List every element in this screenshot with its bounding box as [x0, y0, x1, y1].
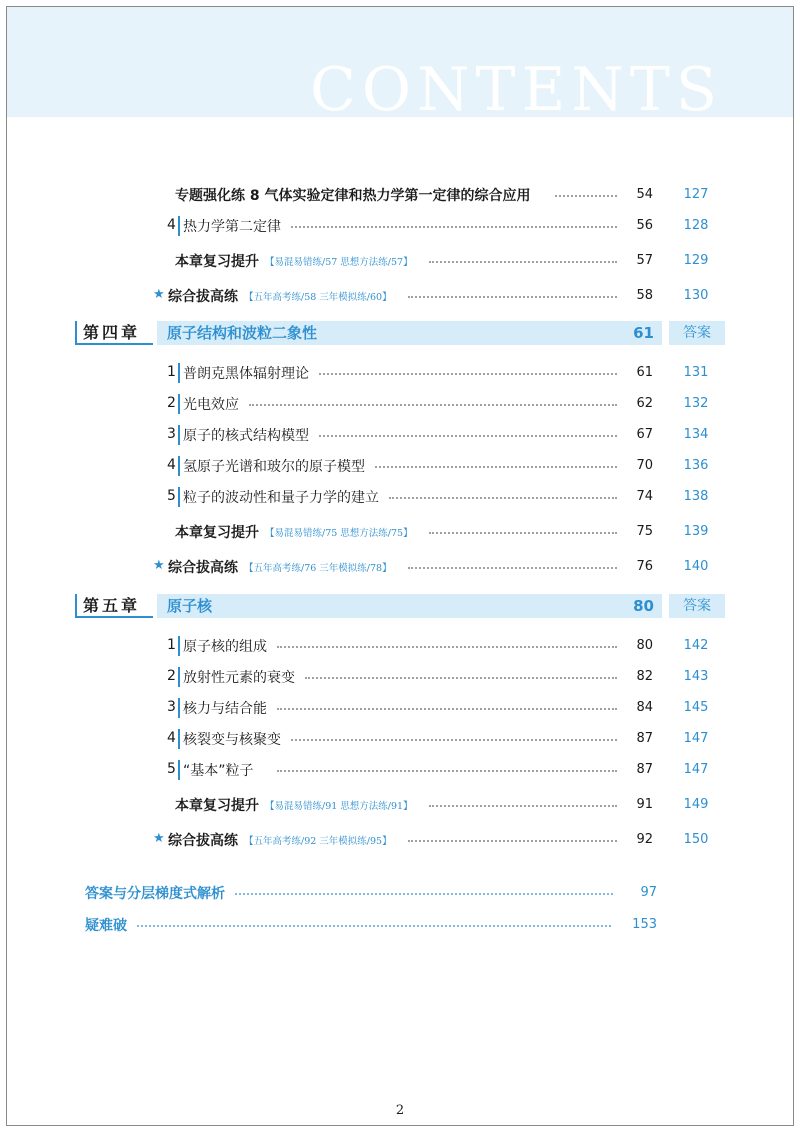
item-subtitle: 【易混易错练/57 思想方法练/57】 — [265, 257, 413, 268]
item-title: 粒子的波动性和量子力学的建立 — [183, 490, 379, 506]
leader-dots — [277, 646, 617, 648]
item-page: 74 — [636, 489, 653, 504]
leader-dots — [137, 925, 611, 927]
item-title: 放射性元素的衰变 — [183, 670, 295, 686]
item-answer-page: 134 — [683, 427, 709, 442]
chapter-title: 原子核 — [167, 597, 213, 615]
chapter-label: 第五章 — [75, 594, 153, 618]
item-divider — [178, 760, 180, 780]
item-page: 84 — [636, 700, 653, 715]
item-number: 1 — [167, 364, 176, 380]
item-title: 核力与结合能 — [183, 701, 267, 717]
leader-dots — [408, 296, 617, 298]
leader-dots — [319, 373, 617, 375]
item-answer-page: 132 — [683, 396, 709, 411]
item-number: 2 — [167, 395, 176, 411]
leader-dots — [235, 893, 613, 895]
item-divider — [178, 487, 180, 507]
toc-item[interactable] — [7, 485, 793, 509]
item-answer-page: 138 — [683, 489, 709, 504]
item-page: 54 — [636, 187, 653, 202]
item-divider — [178, 636, 180, 656]
item-divider — [178, 729, 180, 749]
item-number: 2 — [167, 668, 176, 684]
item-number: 4 — [167, 457, 176, 473]
item-number: 4 — [167, 730, 176, 746]
chapter-page: 61 — [633, 324, 654, 342]
toc-item[interactable] — [7, 423, 793, 447]
item-answer-page: 129 — [683, 253, 709, 268]
item-title: 原子的核式结构模型 — [183, 428, 309, 444]
leader-dots — [291, 226, 617, 228]
toc-item[interactable] — [7, 392, 793, 416]
item-page: 58 — [636, 288, 653, 303]
item-page: 75 — [636, 524, 653, 539]
item-answer-page: 130 — [683, 288, 709, 303]
item-divider — [178, 394, 180, 414]
item-divider — [178, 698, 180, 718]
toc-item[interactable] — [7, 454, 793, 478]
chapter-header-5[interactable] — [7, 594, 793, 618]
toc-item[interactable] — [7, 361, 793, 385]
item-page: 91 — [636, 797, 653, 812]
toc-page — [6, 6, 794, 1126]
leader-dots — [277, 770, 617, 772]
answer-column-label: 答案 — [669, 594, 725, 618]
item-page: 76 — [636, 559, 653, 574]
leader-dots — [555, 195, 617, 197]
toc-item[interactable] — [7, 758, 793, 782]
leader-dots — [249, 404, 617, 406]
toc-item[interactable] — [7, 828, 793, 852]
toc-item[interactable] — [7, 520, 793, 544]
item-page: 57 — [636, 253, 653, 268]
leader-dots — [389, 497, 617, 499]
item-number: 3 — [167, 426, 176, 442]
item-divider — [178, 425, 180, 445]
item-subtitle: 【五年高考练/76 三年模拟练/78】 — [244, 563, 392, 574]
item-divider — [178, 363, 180, 383]
item-answer-page: 127 — [683, 187, 709, 202]
item-divider — [178, 667, 180, 687]
item-answer-page: 128 — [683, 218, 709, 233]
contents-banner — [7, 7, 793, 125]
item-answer-page: 147 — [683, 731, 709, 746]
leader-dots — [408, 840, 617, 842]
item-page: 92 — [636, 832, 653, 847]
item-title: 本章复习提升 — [175, 798, 259, 814]
item-subtitle: 【易混易错练/75 思想方法练/75】 — [265, 528, 413, 539]
item-number: 4 — [167, 217, 176, 233]
toc-item[interactable] — [7, 634, 793, 658]
item-answer-page: 145 — [683, 700, 709, 715]
item-answer-page: 149 — [683, 797, 709, 812]
leader-dots — [277, 708, 617, 710]
item-answer-page: 131 — [683, 365, 709, 380]
item-page: 56 — [636, 218, 653, 233]
star-icon: ★ — [153, 287, 165, 302]
item-subtitle: 【五年高考练/92 三年模拟练/95】 — [244, 836, 392, 847]
toc-item[interactable] — [7, 793, 793, 817]
toc-bottom-item[interactable] — [7, 881, 793, 905]
item-title: 原子核的组成 — [183, 639, 267, 655]
item-title: 专题强化练 8 气体实验定律和热力学第一定律的综合应用 — [175, 188, 531, 204]
item-number: 5 — [167, 488, 176, 504]
toc-item[interactable] — [7, 214, 793, 238]
item-answer-page: 142 — [683, 638, 709, 653]
item-page: 87 — [636, 731, 653, 746]
item-page: 70 — [636, 458, 653, 473]
answer-column-label: 答案 — [669, 321, 725, 345]
item-divider — [178, 456, 180, 476]
item-title: 本章复习提升 — [175, 254, 259, 270]
bottom-item-title: 疑难破 — [85, 918, 127, 934]
bottom-item-page: 97 — [640, 885, 657, 900]
bottom-item-title: 答案与分层梯度式解析 — [85, 886, 225, 902]
item-answer-page: 150 — [683, 832, 709, 847]
leader-dots — [429, 805, 617, 807]
banner-title: CONTENTS — [309, 55, 723, 125]
item-page: 61 — [636, 365, 653, 380]
toc-item[interactable] — [7, 696, 793, 720]
item-page: 80 — [636, 638, 653, 653]
chapter-title-bar — [157, 321, 662, 345]
item-title: “基本”粒子 — [183, 763, 254, 779]
chapter-header-4[interactable] — [7, 321, 793, 345]
chapter-page: 80 — [633, 597, 654, 615]
toc-item[interactable] — [7, 183, 793, 207]
item-divider — [178, 216, 180, 236]
item-title: 普朗克黑体辐射理论 — [183, 366, 309, 382]
page-number: 2 — [395, 1103, 405, 1118]
toc-item[interactable] — [7, 249, 793, 273]
item-title: 热力学第二定律 — [183, 219, 281, 235]
chapter-title-bar — [157, 594, 662, 618]
item-number: 1 — [167, 637, 176, 653]
item-answer-page: 139 — [683, 524, 709, 539]
chapter-title: 原子结构和波粒二象性 — [167, 324, 318, 342]
item-subtitle: 【五年高考练/58 三年模拟练/60】 — [244, 292, 392, 303]
item-title: 本章复习提升 — [175, 525, 259, 541]
leader-dots — [429, 532, 617, 534]
item-page: 62 — [636, 396, 653, 411]
leader-dots — [291, 739, 617, 741]
leader-dots — [408, 567, 617, 569]
leader-dots — [375, 466, 617, 468]
item-page: 67 — [636, 427, 653, 442]
chapter-label: 第四章 — [75, 321, 153, 345]
item-subtitle: 【易混易错练/91 思想方法练/91】 — [265, 801, 413, 812]
item-title: 综合拔高练 — [168, 833, 238, 849]
toc-item[interactable] — [7, 284, 793, 308]
item-number: 5 — [167, 761, 176, 777]
item-number: 3 — [167, 699, 176, 715]
item-answer-page: 140 — [683, 559, 709, 574]
leader-dots — [305, 677, 617, 679]
toc-bottom-item[interactable] — [7, 913, 793, 937]
item-title: 综合拔高练 — [168, 560, 238, 576]
bottom-item-page: 153 — [632, 917, 657, 932]
toc-item[interactable] — [7, 727, 793, 751]
star-icon: ★ — [153, 558, 165, 573]
item-answer-page: 143 — [683, 669, 709, 684]
item-page: 87 — [636, 762, 653, 777]
star-icon: ★ — [153, 831, 165, 846]
item-answer-page: 136 — [683, 458, 709, 473]
toc-item[interactable] — [7, 665, 793, 689]
leader-dots — [429, 261, 617, 263]
item-title: 光电效应 — [183, 397, 239, 413]
item-title: 核裂变与核聚变 — [183, 732, 281, 748]
item-title: 氢原子光谱和玻尔的原子模型 — [183, 459, 365, 475]
item-page: 82 — [636, 669, 653, 684]
leader-dots — [319, 435, 617, 437]
item-answer-page: 147 — [683, 762, 709, 777]
toc-item[interactable] — [7, 555, 793, 579]
item-title: 综合拔高练 — [168, 289, 238, 305]
